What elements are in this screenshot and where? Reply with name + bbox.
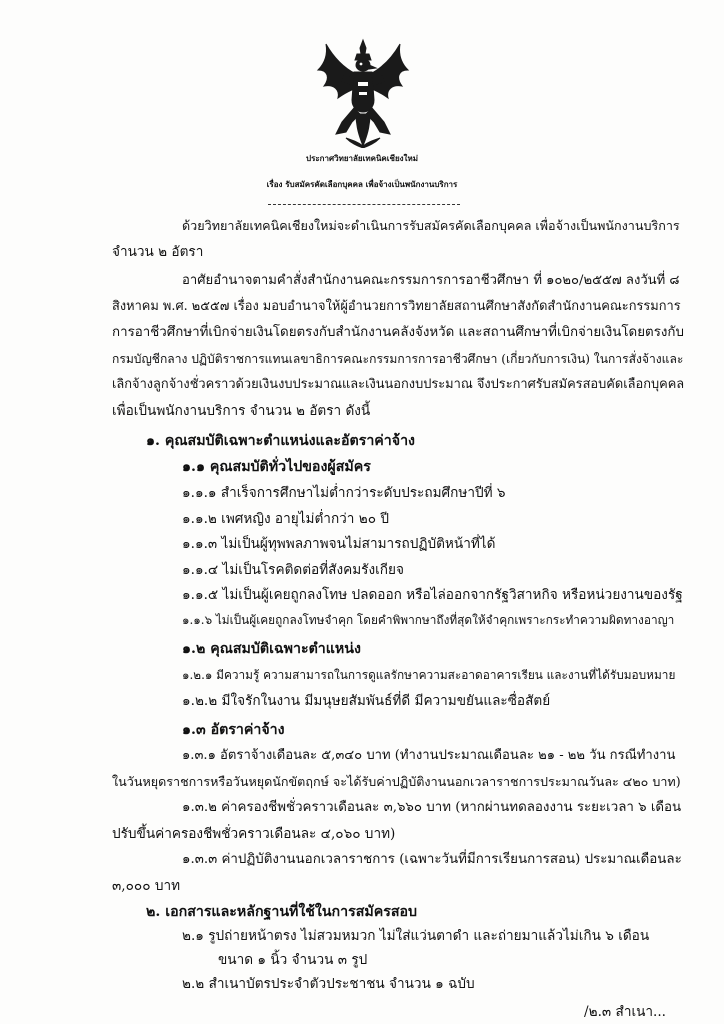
- authority-line: การอาชีวศึกษาที่เบิกจ่ายเงินโดยตรงกับสำนักงานคลังจังหวัด และสถานศึกษาที่เบิกจ่ายเงินโดยตรงกับ: [112, 325, 684, 340]
- list-item: ๑.๓.๑ อัตราจ้างเดือนละ ๕,๓๔๐ บาท (ทำงานประมาณเดือนละ ๒๑ - ๒๒ วัน กรณีทำงาน: [182, 748, 676, 763]
- section-heading: ๒. เอกสารและหลักฐานที่ใช้ในการสมัครสอบ: [146, 904, 418, 920]
- list-item: ๑.๒.๑ มีความรู้ ความสามารถในการดูแลรักษาความสะอาดอาคารเรียน และงานที่ได้รับมอบหมาย: [182, 668, 676, 682]
- list-item-continuation: ขนาด ๑ นิ้ว จำนวน ๓ รูป: [218, 952, 368, 968]
- garuda-emblem-icon: [316, 38, 410, 148]
- authority-line: กรมบัญชีกลาง ปฏิบัติราชการแทนเลขาธิการคณะกรรมการการอาชีวศึกษา (เกี่ยวกับการเงิน) ในการสั่งจ้างและ: [112, 352, 684, 366]
- list-item: ๑.๑.๕ ไม่เป็นผู้เคยถูกลงโทษ ปลดออก หรือไล่ออกจากรัฐวิสาหกิจ หรือหน่วยงานของรัฐ: [182, 587, 683, 603]
- section-heading: ๑. คุณสมบัติเฉพาะตำแหน่งและอัตราค่าจ้าง: [146, 433, 415, 449]
- continued-marker: /๒.๓ สำเนา...: [584, 1004, 666, 1020]
- list-item: ๑.๑.๖ ไม่เป็นผู้เคยถูกลงโทษจำคุก โดยคำพิพากษาถึงที่สุดให้จำคุกเพราะกระทำความผิดทางอาญา: [182, 613, 675, 627]
- list-item: ๒.๑ รูปถ่ายหน้าตรง ไม่สวมหมวก ไม่ใส่แว่นตาดำ และถ่ายมาแล้วไม่เกิน ๖ เดือน: [182, 928, 650, 944]
- list-item-continuation: ในวันหยุดราชการหรือวันหยุดนักขัตฤกษ์ จะได้รับค่าปฏิบัติงานนอกเวลาราชการประมาณวันละ ๔๒๐ บาท): [112, 774, 681, 789]
- list-item: ๑.๒.๒ มีใจรักในงาน มีมนุษยสัมพันธ์ที่ดี มีความขยันและซื่อสัตย์: [182, 693, 551, 709]
- subsection-heading: ๑.๒ คุณสมบัติเฉพาะตำแหน่ง: [182, 641, 361, 657]
- list-item-continuation: ปรับขึ้นค่าครองชีพชั่วคราวเดือนละ ๔,๐๖๐ บาท): [112, 826, 396, 842]
- list-item: ๑.๓.๒ ค่าครองชีพชั่วคราวเดือนละ ๓,๖๖๐ บาท (หากผ่านทดลองงาน ระยะเวลา ๖ เดือน: [182, 800, 682, 815]
- list-item: ๑.๑.๔ ไม่เป็นโรคติดต่อที่สังคมรังเกียจ: [182, 562, 404, 578]
- title-divider: [268, 204, 460, 205]
- authority-line: เพื่อเป็นพนักงานบริการ จำนวน ๒ อัตรา ดังนี้: [112, 403, 371, 419]
- list-item: ๑.๑.๓ ไม่เป็นผู้ทุพพลภาพจนไม่สามารถปฏิบัติหน้าที่ได้: [182, 536, 496, 552]
- intro-line: จำนวน ๒ อัตรา: [112, 244, 204, 260]
- authority-line: อาศัยอำนาจตามคำสั่งสำนักงานคณะกรรมการการอาชีวศึกษา ที่ ๑๐๒๐/๒๕๕๗ ลงวันที่ ๘: [182, 273, 680, 288]
- authority-line: สิงหาคม พ.ศ. ๒๕๕๗ เรื่อง มอบอำนาจให้ผู้อำนวยการวิทยาลัยสถานศึกษาสังกัดสำนักงานคณะกรรมการ: [112, 299, 681, 314]
- list-item: ๑.๑.๒ เพศหญิง อายุไม่ต่ำกว่า ๒๐ ปี: [182, 511, 389, 527]
- list-item: ๒.๒ สำเนาบัตรประจำตัวประชาชน จำนวน ๑ ฉบับ: [182, 976, 475, 992]
- intro-line: ด้วยวิทยาลัยเทคนิคเชียงใหม่จะดำเนินการรับสมัครคัดเลือกบุคคล เพื่อจ้างเป็นพนักงานบริการ: [182, 218, 680, 233]
- subsection-heading: ๑.๑ คุณสมบัติทั่วไปของผู้สมัคร: [182, 459, 371, 475]
- list-item: ๑.๓.๓ ค่าปฏิบัติงานนอกเวลาราชการ (เฉพาะวันที่มีการเรียนการสอน) ประมาณเดือนละ: [182, 852, 682, 867]
- subsection-heading: ๑.๓ อัตราค่าจ้าง: [182, 722, 285, 738]
- announcement-title: ประกาศวิทยาลัยเทคนิคเชียงใหม่: [305, 153, 418, 163]
- announcement-subject: เรื่อง รับสมัครคัดเลือกบุคคล เพื่อจ้างเป็นพนักงานบริการ: [266, 179, 458, 189]
- list-item-continuation: ๓,๐๐๐ บาท: [112, 878, 181, 894]
- list-item: ๑.๑.๑ สำเร็จการศึกษาไม่ต่ำกว่าระดับประถมศึกษาปีที่ ๖: [182, 485, 506, 501]
- authority-line: เลิกจ้างลูกจ้างชั่วคราวด้วยเงินงบประมาณและเงินนอกงบประมาณ จึงประกาศรับสมัครสอบคัดเลือกบุคคล: [112, 377, 685, 392]
